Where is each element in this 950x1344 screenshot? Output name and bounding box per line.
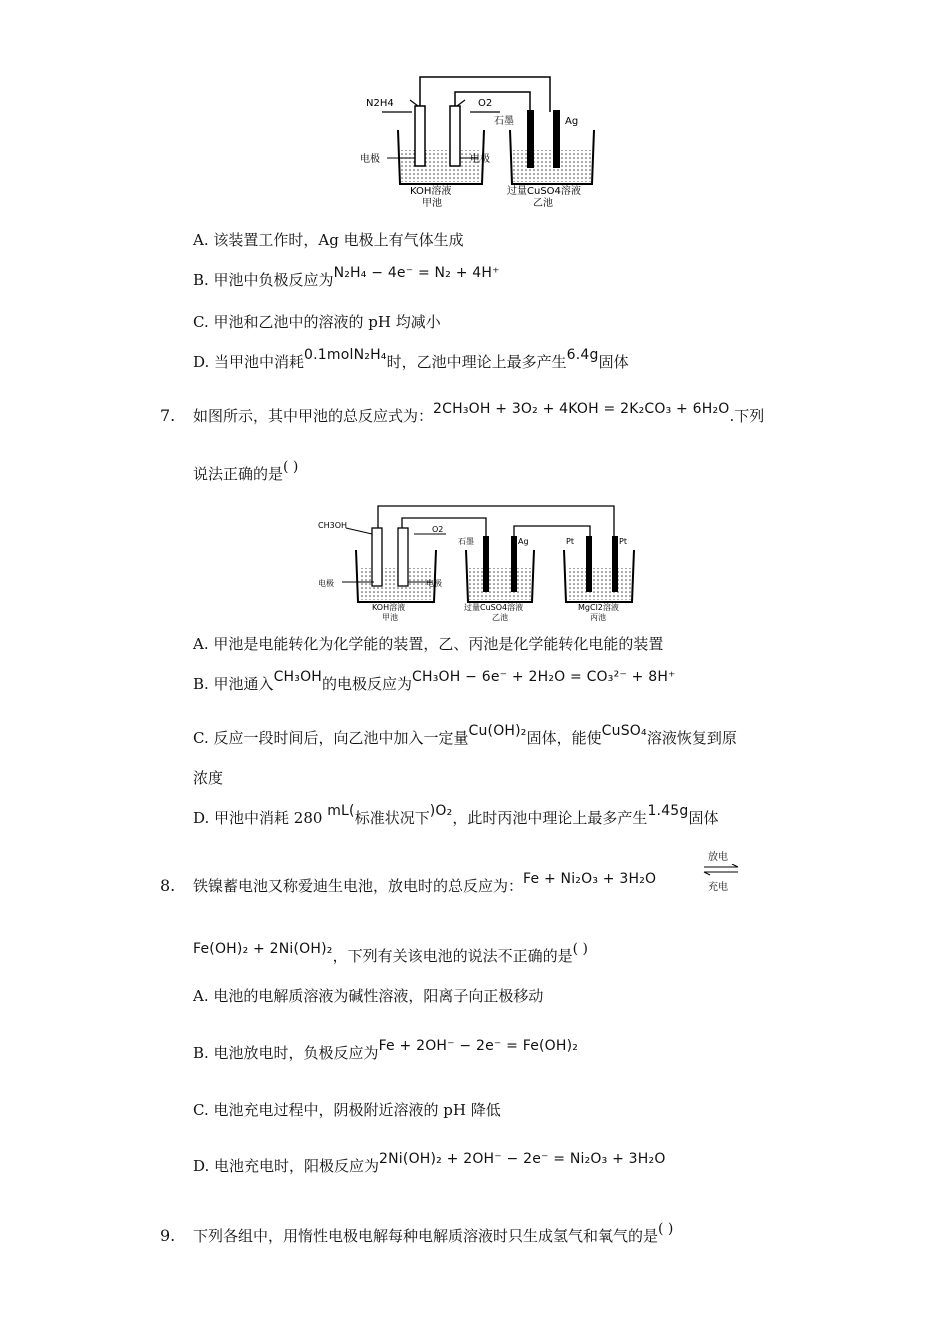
fig1-label-cell-a: 甲池 — [422, 198, 442, 209]
fig1-label-graphite: 石墨 — [494, 116, 514, 127]
q7-d-formula-1: mL( — [327, 803, 355, 819]
fig2-label-cell-c: 丙池 — [590, 613, 606, 622]
q8-d-text: D. 电池充电时，阳极反应为 — [193, 1157, 380, 1175]
q6-option-d — [193, 347, 629, 373]
q7-stem-text-2: .下列 — [729, 407, 765, 425]
fig2-label-koh: KOH溶液 — [372, 603, 406, 612]
fig2-label-cell-b: 乙池 — [492, 613, 508, 622]
q8-arrow-top-label: 放电 — [708, 852, 728, 863]
q8-stem-text: 铁镍蓄电池又称爱迪生电池，放电时的总反应为： — [193, 877, 524, 895]
q7-stem-text: 如图所示，其中甲池的总反应式为： — [193, 407, 434, 425]
q6-b-text: B. 甲池中负极反应为 — [193, 271, 334, 289]
fig1-electrolysis-diagram — [360, 72, 600, 212]
q7-stem-line2 — [193, 459, 299, 485]
fig2-label-ag: Ag — [518, 537, 529, 546]
q7-stem — [193, 401, 765, 427]
q8-number: 8. — [160, 876, 176, 895]
fig1-label-o2: O2 — [478, 98, 493, 109]
fig1-label-koh: KOH溶液 — [410, 186, 452, 197]
q7-c-text-3: 溶液恢复到原 — [646, 729, 737, 747]
fig2-label-electrode-left: 电极 — [318, 579, 334, 588]
q7-c-formula-2: CuSO₄ — [601, 723, 647, 739]
q7-b-formula-2: CH₃OH − 6e⁻ + 2H₂O = CO₃²⁻ + 8H⁺ — [412, 669, 676, 685]
q7-d-formula-2: )O₂ — [429, 803, 453, 819]
q7-c-text-2: 固体，能使 — [526, 729, 602, 747]
q6-option-c: C. 甲池和乙池中的溶液的 pH 均减小 — [193, 313, 441, 331]
q7-b-text: B. 甲池通入 — [193, 675, 274, 693]
fig2-label-pt-right: Pt — [619, 537, 627, 546]
fig1-label-cell-b: 乙池 — [533, 198, 553, 209]
fig2-label-o2: O2 — [432, 525, 444, 534]
q7-stem2-text: 说法正确的是 — [193, 465, 284, 483]
q8-d-formula: 2Ni(OH)₂ + 2OH⁻ − 2e⁻ = Ni₂O₃ + 3H₂O — [379, 1151, 666, 1167]
q9-number: 9. — [160, 1226, 176, 1245]
q8-stem — [193, 871, 657, 897]
fig2-label-mgcl2: MgCl2溶液 — [578, 603, 619, 612]
q7-option-b — [193, 669, 676, 695]
fig2-label-cell-a: 甲池 — [382, 613, 398, 622]
q7-d-text-4: 固体 — [688, 809, 719, 827]
q6-d-formula-1: 0.1molN₂H₄ — [304, 347, 387, 363]
q7-number: 7. — [160, 406, 176, 425]
fig2-label-electrode-right: 电极 — [426, 579, 442, 588]
q6-option-a: A. 该装置工作时，Ag 电极上有气体生成 — [193, 231, 464, 249]
q8-stem-formula: Fe + Ni₂O₃ + 3H₂O — [523, 871, 657, 887]
q8-stem2-formula: Fe(OH)₂ + 2Ni(OH)₂ — [193, 941, 333, 957]
q8-arrow-bottom-label: 充电 — [708, 882, 728, 893]
fig1-label-electrode-right: 电极 — [470, 154, 490, 165]
q8-b-formula: Fe + 2OH⁻ − 2e⁻ = Fe(OH)₂ — [378, 1038, 579, 1054]
q8-equilibrium-arrows-icon — [702, 864, 740, 876]
q6-d-text-2: 时，乙池中理论上最多产生 — [386, 353, 567, 371]
q7-option-c-line2: 浓度 — [193, 769, 224, 787]
q7-c-formula-1: Cu(OH)₂ — [468, 723, 527, 739]
q6-b-formula: N₂H₄ − 4e⁻ = N₂ + 4H⁺ — [333, 265, 500, 281]
q9-answer-paren: ( ) — [658, 1221, 674, 1237]
q7-d-formula-3: 1.45g — [647, 803, 689, 819]
q8-reversible-arrow — [702, 848, 742, 892]
q6-option-b — [193, 265, 500, 291]
q8-stem-line2 — [193, 941, 588, 967]
q7-c-text: C. 反应一段时间后，向乙池中加入一定量 — [193, 729, 469, 747]
q6-d-text-3: 固体 — [598, 353, 629, 371]
q7-option-a: A. 甲池是电能转化为化学能的装置，乙、丙池是化学能转化电能的装置 — [193, 635, 664, 653]
fig2-label-ch3oh: CH3OH — [318, 521, 348, 530]
q8-answer-paren: ( ) — [572, 941, 588, 957]
q9-stem — [193, 1221, 674, 1247]
q9-stem-text: 下列各组中，用惰性电极电解每种电解质溶液时只生成氢气和氧气的是 — [193, 1227, 659, 1245]
q8-option-a: A. 电池的电解质溶液为碱性溶液，阳离子向正极移动 — [193, 987, 544, 1005]
fig1-label-n2h4: N2H4 — [366, 98, 394, 109]
q7-b-formula-1: CH₃OH — [273, 669, 323, 685]
fig1-label-ag: Ag — [565, 116, 579, 127]
q7-d-text: D. 甲池中消耗 280 — [193, 809, 328, 827]
q7-d-text-2: 标准状况下 — [354, 809, 430, 827]
fig2-label-pt-left: Pt — [566, 537, 574, 546]
q7-stem-formula: 2CH₃OH + 3O₂ + 4KOH = 2K₂CO₃ + 6H₂O — [433, 401, 730, 417]
q7-option-d — [193, 803, 719, 829]
q8-option-c: C. 电池充电过程中，阴极附近溶液的 pH 降低 — [193, 1101, 501, 1119]
fig2-electrolysis-diagram — [316, 498, 636, 626]
q6-d-formula-2: 6.4g — [566, 347, 599, 363]
q8-option-d — [193, 1151, 666, 1177]
q6-d-text: D. 当甲池中消耗 — [193, 353, 305, 371]
fig1-label-cuso4: 过量CuSO4溶液 — [507, 186, 581, 197]
fig2-label-graphite: 石墨 — [458, 537, 474, 546]
q7-b-text-2: 的电极反应为 — [322, 675, 413, 693]
q8-stem2-text: ，下列有关该电池的说法不正确的是 — [332, 947, 573, 965]
q7-answer-paren: ( ) — [283, 459, 299, 475]
fig1-label-electrode-left: 电极 — [360, 154, 380, 165]
q7-d-text-3: ，此时丙池中理论上最多产生 — [452, 809, 648, 827]
q8-b-text: B. 电池放电时，负极反应为 — [193, 1044, 379, 1062]
q7-option-c — [193, 723, 737, 749]
q8-option-b — [193, 1038, 579, 1064]
fig2-label-cuso4: 过量CuSO4溶液 — [464, 603, 524, 612]
